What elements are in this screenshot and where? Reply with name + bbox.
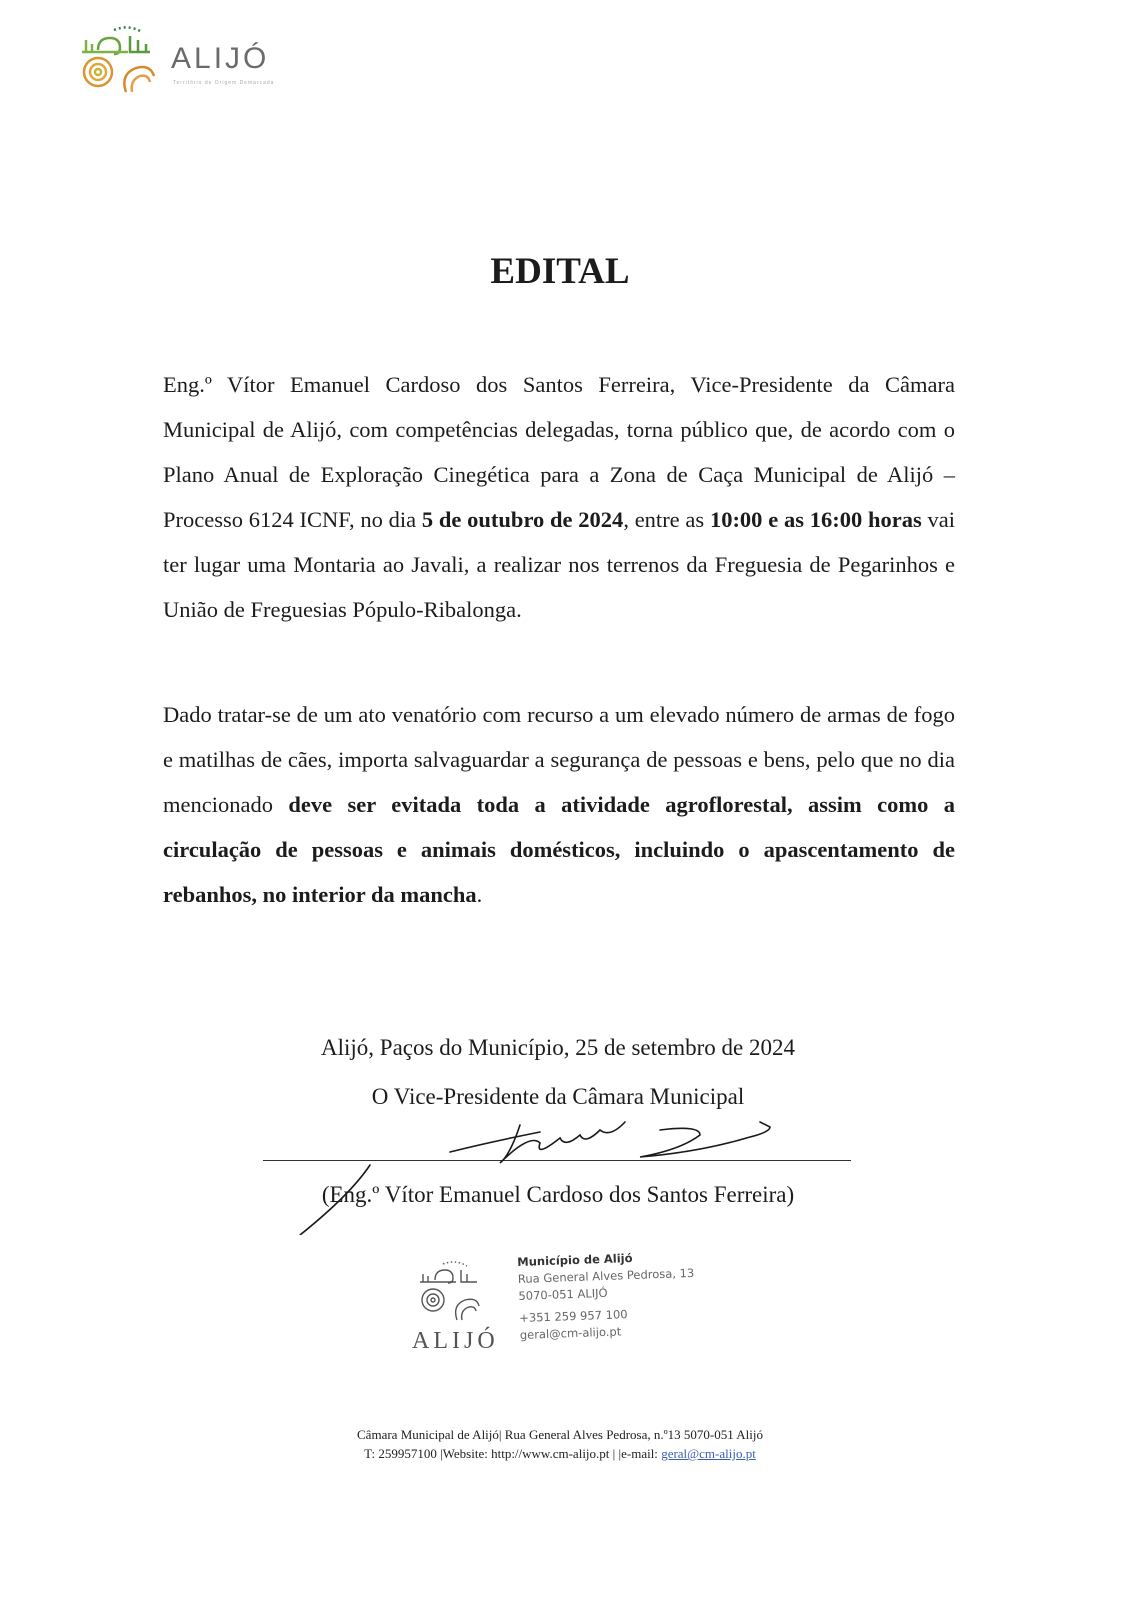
stamp-email: geral@cm-alijo.pt [519, 1324, 622, 1342]
text: , entre as [623, 507, 710, 532]
text: vai ter lugar uma Montaria ao Javali, a realizar nos terrenos da Freguesia de Pegarinhos e União de Freguesias Pópulo-Ribalonga. [163, 507, 955, 622]
alijo-logo [78, 22, 288, 97]
footer-email-link[interactable]: geral@cm-alijo.pt [661, 1446, 756, 1461]
paragraph-announcement [163, 362, 955, 632]
event-date: 5 de outubro de 2024 [421, 507, 624, 532]
place-date: Alijó, Paços do Município, 25 de setembro de 2024 [321, 1035, 795, 1060]
stamp-postal: 5070-051 ALIJÓ [518, 1285, 608, 1303]
footer-contacts-text: T: 259957100 |Website: http://www.cm-alijo.pt | |e-mail: [364, 1446, 662, 1461]
stamp-info [517, 1248, 696, 1344]
stamp-phone: +351 259 957 100 [518, 1307, 628, 1325]
safety-warning: deve ser evitada toda a atividade agroflorestal, assim como a circulação de pessoas e animais domésticos, incluindo o apascentamento de rebanhos, no interior da mancha [163, 792, 955, 907]
text: . [476, 882, 483, 907]
signatory-role: O Vice-Presidente da Câmara Municipal [371, 1084, 745, 1109]
logo-tagline: Território de Origem Demarcada [173, 80, 275, 86]
alijo-emblem-icon [78, 22, 168, 97]
footer [0, 1425, 1120, 1463]
stamp-street: Rua General Alves Pedrosa, 13 [517, 1265, 695, 1286]
stamp-heading: Município de Alijó [517, 1250, 633, 1269]
municipality-stamp [412, 1250, 715, 1365]
text: Dado tratar-se de um ato venatório com recurso a um elevado número de armas de fogo e matilhas de cães, importa salvaguardar a segurança de pessoas e bens, pelo que no dia mencionado [163, 702, 955, 817]
footer-address: Câmara Municipal de Alijó| Rua General Alves Pedrosa, n.º13 5070-051 Alijó [357, 1427, 763, 1442]
stamp-emblem-icon [417, 1258, 487, 1333]
logo-text: ALIJÓ [171, 42, 270, 75]
document-title: EDITAL [490, 251, 630, 292]
signatory-name: (Eng.º Vítor Emanuel Cardoso dos Santos Ferreira) [321, 1182, 795, 1207]
text: Eng.º Vítor Emanuel Cardoso dos Santos Ferreira, Vice-Presidente da Câmara Municipal de Alijó, com competências delegadas, torna público que, de acordo com o Plano Anual de Exploração Cinegética para a Zona de Caça Municipal de Alijó – Processo 6124 ICNF, no dia [163, 372, 955, 532]
paragraph-safety [163, 692, 955, 917]
handwritten-signature-icon [290, 1100, 810, 1235]
event-hours: 10:00 e as 16:00 horas [709, 507, 922, 532]
stamp-logo-text: ALIJÓ [412, 1328, 499, 1354]
footer-contacts [0, 1444, 1120, 1463]
